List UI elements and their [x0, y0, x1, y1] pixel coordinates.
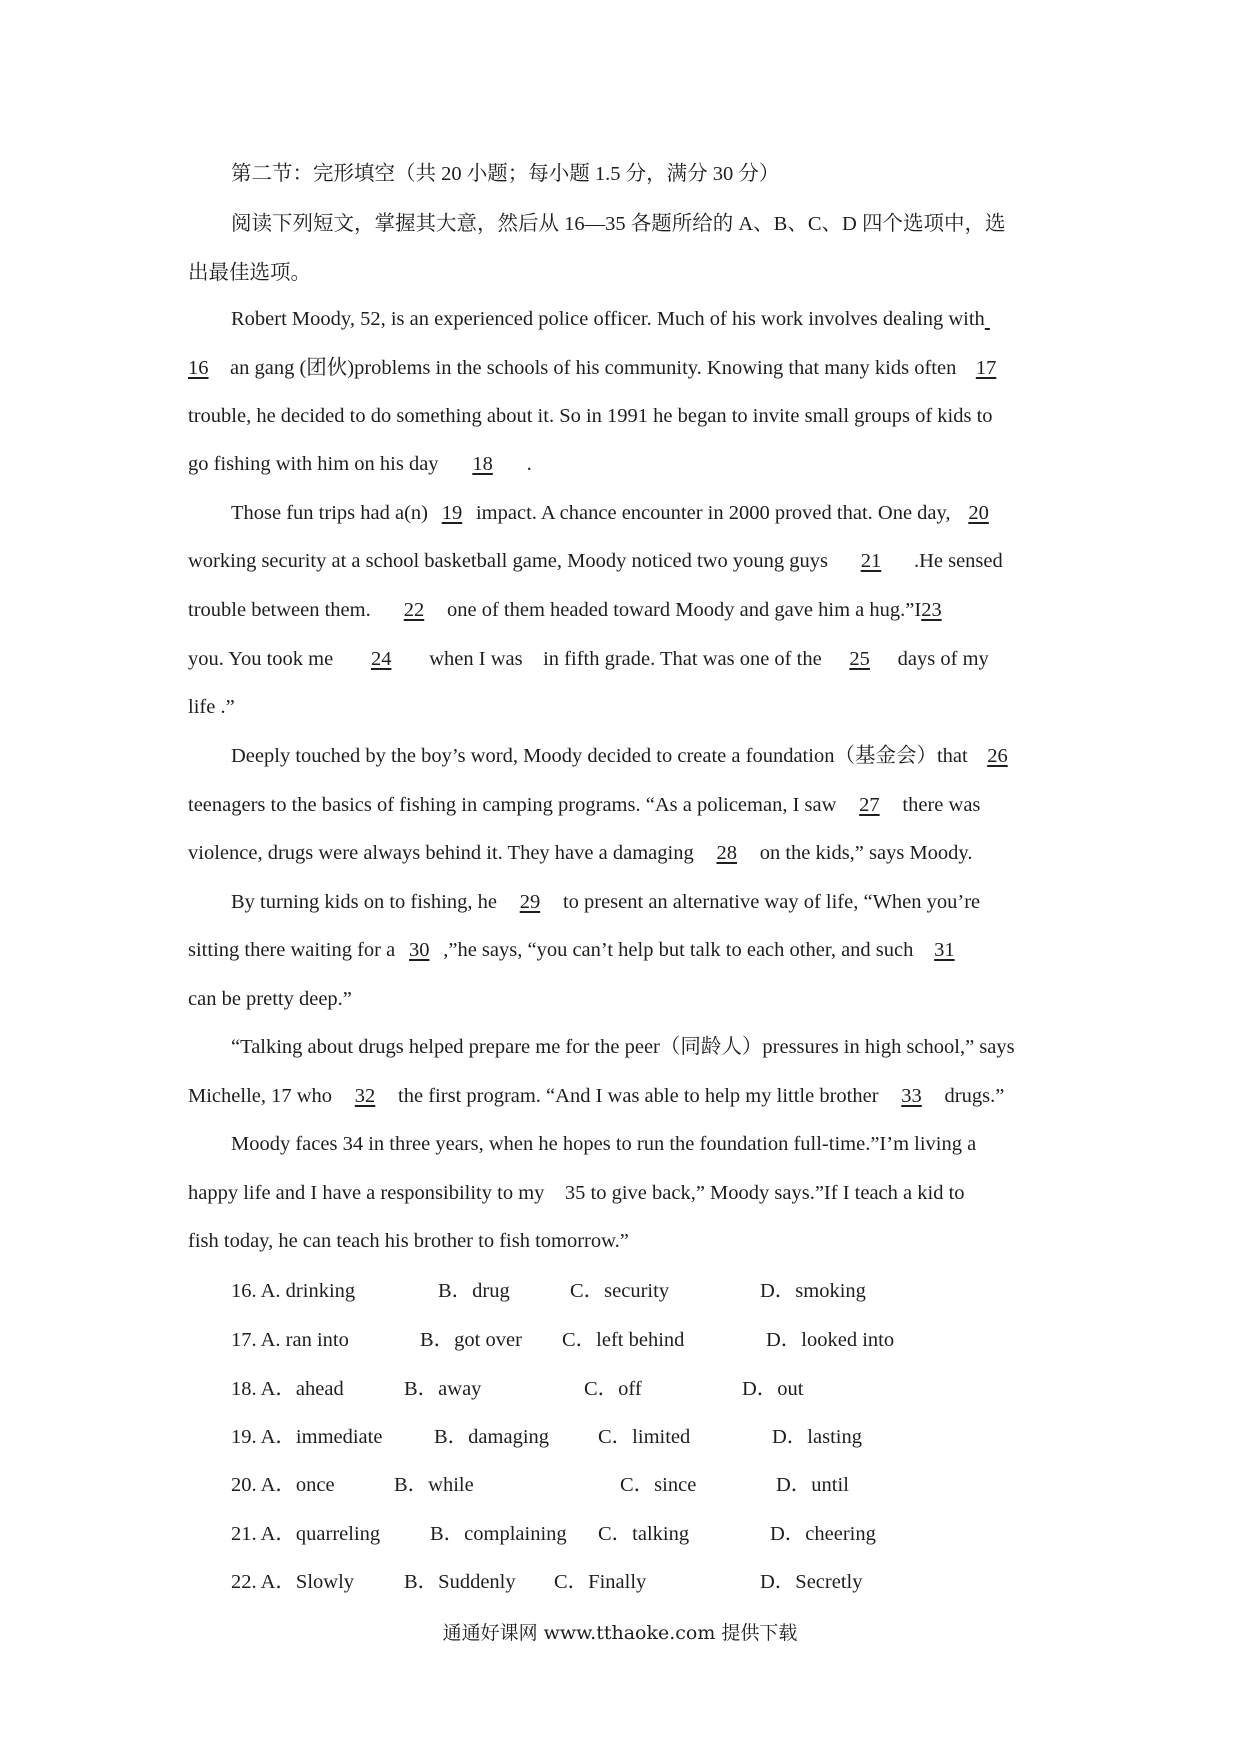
question-option: C．off — [584, 1378, 642, 1400]
question-option: C．left behind — [562, 1329, 685, 1351]
passage-text: there was — [902, 794, 981, 816]
question-option: D．lasting — [772, 1426, 862, 1448]
question-option: B．while — [394, 1474, 474, 1496]
passage-text: on the kids,” says Moody. — [759, 842, 973, 864]
passage-line: trouble, he decided to do something about it. So in 1991 he began to invite small groups of kids to — [188, 405, 993, 427]
passage-line — [231, 306, 1063, 332]
passage-line — [231, 889, 1063, 915]
question-option: C．talking — [598, 1523, 690, 1545]
passage-text: violence, drugs were always behind it. They have a damaging — [188, 842, 694, 864]
passage-line — [188, 840, 1063, 866]
question-option: B．damaging — [434, 1426, 550, 1448]
passage-text: to present an alternative way of life, “When you’re — [562, 891, 981, 913]
question-option: D．cheering — [770, 1523, 876, 1545]
passage-line: Moody faces 34 in three years, when he hopes to run the foundation full-time.”I’m living a — [231, 1133, 977, 1155]
passage-text: working security at a school basketball game, Moody noticed two young guys — [188, 550, 828, 572]
passage-text: in fifth grade. That was one of the — [543, 648, 822, 670]
passage-line — [188, 792, 1063, 818]
blank-18: 18 — [472, 453, 493, 475]
question-option: D．out — [742, 1378, 804, 1400]
passage-text: . — [526, 453, 532, 475]
question-option: B．complaining — [430, 1523, 567, 1545]
passage-text: days of my — [897, 648, 989, 670]
question-option: B．away — [404, 1378, 482, 1400]
passage-text: By turning kids on to fishing, he — [231, 891, 497, 913]
passage-line — [231, 743, 1063, 769]
passage-text: 35 to give back,” Moody says.”If I teach a kid to — [564, 1182, 965, 1204]
passage-line — [188, 1083, 1063, 1109]
passage-line — [188, 548, 1063, 574]
passage-text: sitting there waiting for a — [188, 939, 396, 961]
blank-32: 32 — [354, 1085, 376, 1107]
passage-text: happy life and I have a responsibility to my — [188, 1182, 545, 1204]
passage-text: the first program. “And I was able to help my little brother — [398, 1085, 879, 1107]
blank-20: 20 — [968, 502, 989, 524]
question-option: 18. A．ahead — [231, 1378, 344, 1400]
passage-text: Robert Moody, 52, is an experienced police officer. Much of his work involves dealing with — [231, 308, 985, 330]
passage-line — [188, 646, 1063, 672]
question-option: B．Suddenly — [404, 1571, 516, 1593]
question-option: 16. A. drinking — [231, 1280, 356, 1302]
blank-27: 27 — [859, 794, 880, 816]
question-option: B．drug — [438, 1280, 510, 1302]
passage-text: go fishing with him on his day — [188, 453, 439, 475]
blank-17: 17 — [975, 357, 997, 379]
blank-19: 19 — [441, 502, 463, 524]
passage-text: when I was — [429, 648, 523, 670]
blank-21: 21 — [860, 550, 882, 572]
page-footer: 通通好课网 www.tthaoke.com 提供下载 — [442, 1622, 798, 1644]
passage-text: one of them headed toward Moody and gave him a hug.”I — [446, 599, 922, 621]
blank-23: 23 — [921, 599, 942, 621]
question-option: 17. A. ran into — [231, 1329, 349, 1351]
passage-line: fish today, he can teach his brother to fish tomorrow.” — [188, 1230, 629, 1252]
passage-line — [188, 355, 1063, 381]
blank-22: 22 — [403, 599, 425, 621]
passage-line: “Talking about drugs helped prepare me for the peer（同龄人）pressures in high school,” says — [231, 1036, 1015, 1058]
passage-text: Deeply touched by the boy’s word, Moody decided to create a foundation（基金会）that — [231, 745, 968, 767]
question-option: D．looked into — [766, 1329, 895, 1351]
blank-26: 26 — [987, 745, 1008, 767]
passage-text: you. You took me — [188, 648, 334, 670]
passage-text: an gang (团伙)problems in the schools of his community. Knowing that many kids often — [230, 357, 957, 379]
passage-line — [231, 500, 1063, 526]
question-option: D．smoking — [760, 1280, 866, 1302]
question-option: 22. A．Slowly — [231, 1571, 355, 1593]
blank-29: 29 — [519, 891, 541, 913]
question-option: D．Secretly — [760, 1571, 863, 1593]
question-option: 19. A．immediate — [231, 1426, 383, 1448]
question-option: 21. A．quarreling — [231, 1523, 381, 1545]
question-option: C．since — [620, 1474, 697, 1496]
passage-text: trouble between them. — [188, 599, 371, 621]
question-option: C．Finally — [554, 1571, 647, 1593]
blank-16: 16 — [188, 357, 209, 379]
passage-text: Those fun trips had a(n) — [231, 502, 428, 524]
blank-24: 24 — [370, 648, 392, 670]
blank-33: 33 — [901, 1085, 922, 1107]
question-option: 20. A．once — [231, 1474, 335, 1496]
passage-text: .He sensed — [913, 550, 1003, 572]
passage-line: life .” — [188, 696, 235, 718]
passage-line — [188, 1180, 1063, 1206]
passage-text: drugs.” — [944, 1085, 1005, 1107]
instruction-line: 出最佳选项。 — [188, 262, 311, 284]
blank-28: 28 — [716, 842, 737, 864]
question-option: B．got over — [420, 1329, 522, 1351]
passage-text: teenagers to the basics of fishing in camping programs. “As a policeman, I saw — [188, 794, 837, 816]
passage-line — [188, 937, 1063, 963]
instruction-line: 阅读下列短文，掌握其大意，然后从 16—35 各题所给的 A、B、C、D 四个选项中，选 — [231, 213, 1006, 235]
passage-text: Michelle, 17 who — [188, 1085, 333, 1107]
question-option: C．limited — [598, 1426, 691, 1448]
passage-text: ,”he says, “you can’t help but talk to each other, and such — [443, 939, 914, 961]
blank-30: 30 — [408, 939, 430, 961]
passage-text: impact. A chance encounter in 2000 proved that. One day, — [475, 502, 951, 524]
blank-25: 25 — [849, 648, 870, 670]
section-header: 第二节：完形填空（共 20 小题；每小题 1.5 分，满分 30 分） — [231, 163, 780, 185]
question-option: D．until — [776, 1474, 849, 1496]
blank-31: 31 — [934, 939, 955, 961]
question-option: C．security — [570, 1280, 670, 1302]
passage-line: can be pretty deep.” — [188, 988, 352, 1010]
passage-line — [188, 451, 1063, 477]
passage-line — [188, 597, 1063, 623]
